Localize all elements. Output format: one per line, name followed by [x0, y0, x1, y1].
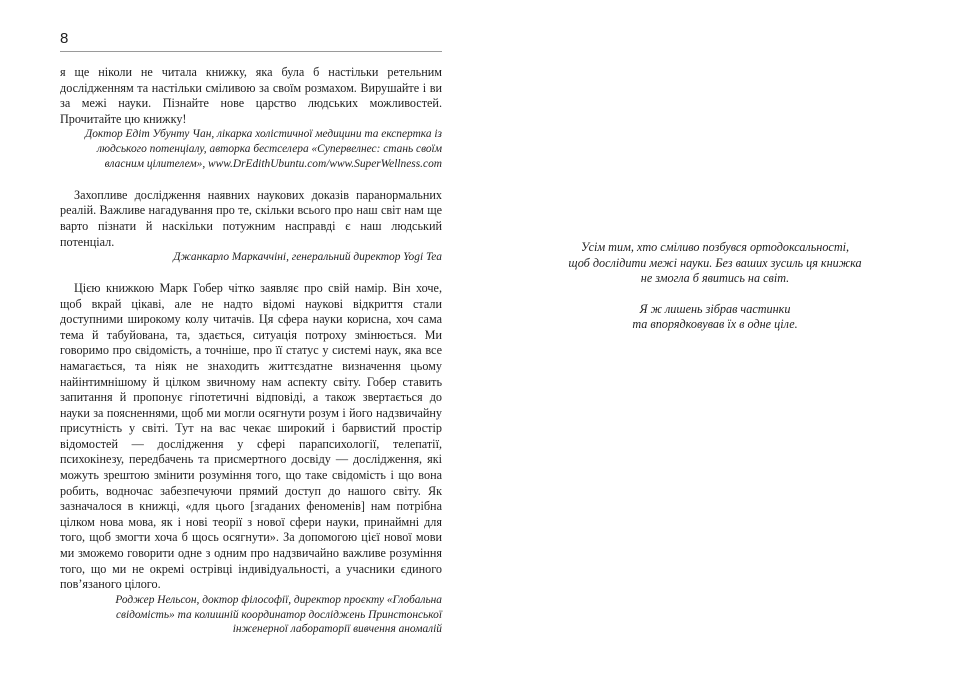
praise-attribution-2: Джанкарло Маркаччіні, генеральний директор Yogi Tea — [173, 251, 442, 264]
spacer — [60, 172, 442, 188]
praise-text-2: Захопливе дослідження наявних наукових доказів паранормальних реалій. Важливе нагадування про те, скільки всього про наш світ нам ще варто пізнати й наскільки потужним насправді є наш людський потенціал. — [60, 187, 442, 249]
praise-text-1: я ще ніколи не читала книжку, яка була б настільки ретельним дослідженням та настільки сміливою за своїм розмахом. Вирушайте і ви за межі науки. Пізнайте нове царство людських можливостей. Прочитайте цю книжку! — [60, 65, 442, 126]
right-page — [520, 240, 910, 333]
page-number: 8 — [60, 30, 69, 47]
left-page — [60, 30, 442, 637]
dedication-block-2 — [520, 302, 910, 333]
dedication-line: не змогла б явитись на світ. — [640, 271, 790, 286]
dedication-block-1 — [520, 240, 910, 287]
praise-content — [60, 65, 442, 637]
praise-attribution-3: Роджер Нельсон, доктор філософії, директор проєкту «Глобальна свідомість» та колишній координатор досліджень Принстонської інженерної лабораторії вивчення аномалій — [115, 593, 442, 636]
dedication-line: та впорядковував їх в одне ціле. — [632, 317, 798, 332]
header-rule — [60, 51, 442, 52]
spacer — [60, 265, 442, 281]
dedication-line: Я ж лишень зібрав частинки — [639, 301, 791, 316]
praise-text-3: Цією книжкою Марк Гобер чітко заявляє про свій намір. Він хоче, щоб вкрай цікаві, але не надто відомі наукові відкриття стали доступними широкому колу читачів. Ця сфера науки корисна, хоч сама тема й табуйована, та, здається, ситуація потроху змінюється. Ми говоримо про свідомість, а точніше, про її статус у системі наук, яка все намагається, та ніяк не знаходить життєздатне визначення цьому найінтимнішому й цілком звичному нам аспекту світу. Гобер ставить запитання й пропонує гіпотетичні відповіді, а також звертається до науки за поясненнями, щоб ми могли осягнути розум і його надзвичайну присутність у світі. Тут на вас чекає широкий і барвистий простір відомостей — дослідження у сфері парапсихології, телепатії, психокінезу, передбачень та присмертного досвіду — дослідження, які можуть зрештою змінити розуміння того, що таке свідомість і що вона робить, водночас забезпечуючи прямий доступ до нашого світу. Як зазначалося в книжці, «для цього [згаданих феноменів] нам потрібна цілком нова мова, як і нові теорії з нової сфери науки, принаймні для того, щоб змогти хоча б щось осягнути». За допомогою цієї нової мови ми зможемо говорити одне з одним про надзвичайно важливе розуміння того, що ми не окремі острівці індивідуальності, а учасники єдиного пов’язаного цілого. — [60, 280, 442, 592]
dedication-line: Усім тим, хто сміливо позбувся ортодоксальності, — [580, 240, 850, 254]
spacer — [520, 287, 910, 302]
praise-attribution-1: Доктор Едіт Убунту Чан, лікарка холістичної медицини та експертка із людського потенціалу, авторка бестселера «Супервелнес: стань своїм власним цілителем», www.DrEdithUbuntu.com/www.SuperWellness.com — [84, 128, 442, 170]
dedication-line: щоб дослідити межі науки. Без ваших зусиль ця книжка — [568, 255, 862, 270]
